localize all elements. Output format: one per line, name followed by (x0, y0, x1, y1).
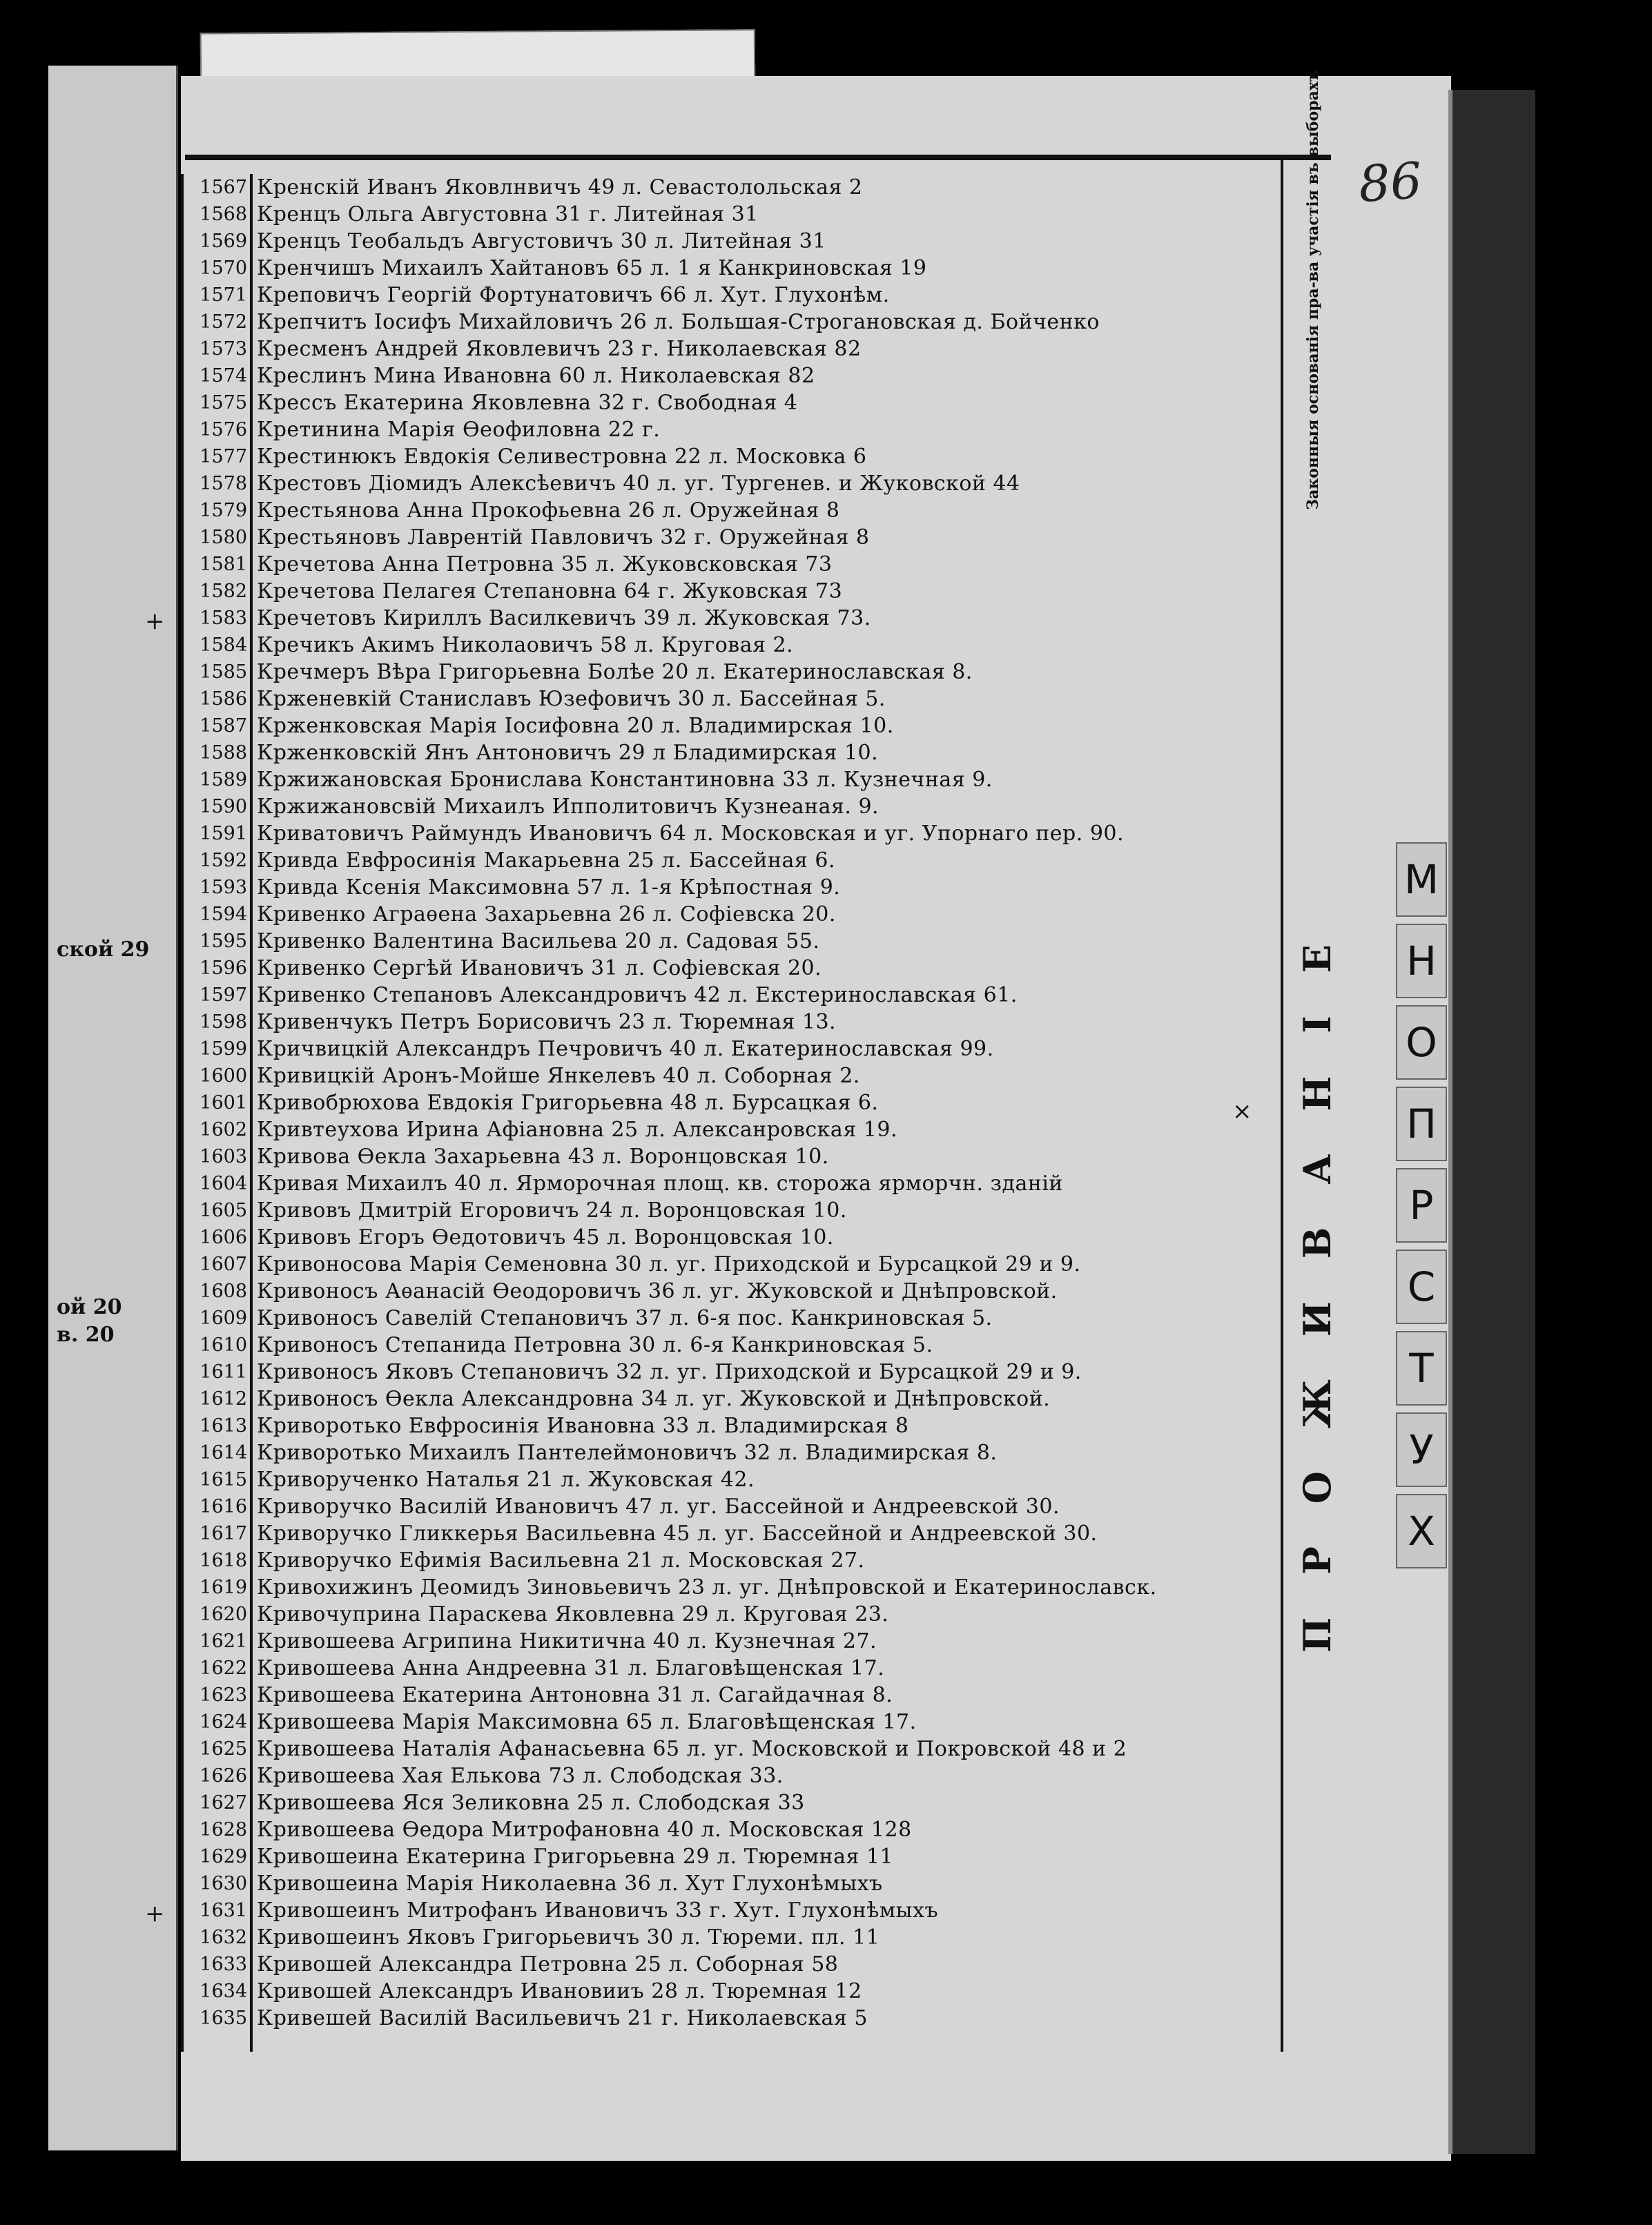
entry-text: Криворучко Василій Ивановичъ 47 л. уг. Бассейной и Андреевской 30. (257, 1494, 1060, 1519)
entry-text: Криворотько Евфросинія Ивановна 33 л. Владимирская 8 (257, 1413, 909, 1438)
entry-number: 1611 (200, 1361, 247, 1383)
entry-text: Крестьянова Анна Прокофьевна 26 л. Оружейная 8 (257, 498, 840, 523)
entry-text: Кривочуприна Параскева Яковлевна 29 л. Круговая 23. (257, 1602, 889, 1626)
previous-page-strip (48, 66, 178, 2150)
entry-number: 1609 (200, 1307, 247, 1329)
entry-number: 1590 (200, 795, 247, 817)
entry-number: 1576 (200, 418, 247, 440)
list-item (181, 901, 836, 927)
entry-text: Криворученко Наталья 21 л. Жуковская 42. (257, 1467, 755, 1492)
list-item (181, 605, 871, 631)
list-item (181, 2005, 868, 2031)
entry-text: Крженковскій Янъ Антоновичъ 29 л Бладимирская 10. (257, 740, 879, 765)
index-tab[interactable]: Х (1396, 1494, 1447, 1568)
entry-text: Кривенко Валентина Васильева 20 л. Садовая 55. (257, 929, 820, 953)
list-item (181, 1870, 883, 1896)
list-item (181, 766, 993, 793)
residence-column-header (1283, 483, 1352, 2071)
entry-number: 1612 (200, 1388, 247, 1410)
list-item (181, 1816, 912, 1843)
entry-text: Кречетова Анна Петровна 35 л. Жуковсковская 73 (257, 552, 833, 576)
entry-number: 1635 (200, 2007, 247, 2029)
entry-text: Криватовичъ Раймундъ Ивановичъ 64 л. Московская и уг. Упорнаго пер. 90. (257, 821, 1125, 846)
entry-text: Кривда Ксенія Максимовна 57 л. 1-я Крѣпостная 9. (257, 875, 841, 900)
entry-text: Крестинюкъ Евдокія Селивестровна 22 л. Московка 6 (257, 444, 867, 469)
index-tab[interactable]: П (1396, 1087, 1447, 1161)
entry-number: 1598 (200, 1011, 247, 1033)
entry-number: 1583 (200, 607, 247, 629)
index-tab[interactable]: Т (1396, 1331, 1447, 1406)
list-item (181, 362, 815, 389)
list-item (181, 1897, 938, 1923)
entry-number: 1617 (200, 1522, 247, 1544)
list-item (181, 1736, 1127, 1762)
entry-text: Креповичъ Георгій Фортунатовичъ 66 л. Хут. Глухонѣм. (257, 282, 890, 307)
list-item (181, 1036, 994, 1062)
entry-text: Криворучко Ефимія Васильевна 21 л. Московская 27. (257, 1548, 865, 1573)
top-rule (185, 155, 1331, 160)
entry-number: 1587 (200, 715, 247, 737)
entry-text: Кренскій Иванъ Яковлнвичъ 49 л. Севастолольская 2 (257, 175, 863, 200)
entry-text: Кривенко Аграѳена Захарьевна 26 л. Софіевска 20. (257, 902, 836, 926)
entry-text: Кренцъ Ольга Августовна 31 г. Литейная 31 (257, 202, 759, 226)
entry-text: Кривошеева Яся Зеликовна 25 л. Слободская 33 (257, 1790, 805, 1815)
entry-number: 1631 (200, 1899, 247, 1921)
list-item (181, 389, 797, 416)
entry-text: Кривошеева Марія Максимовна 65 л. Благовѣщенская 17. (257, 1709, 917, 1734)
entry-text: Кривоносъ Савелій Степановичъ 37 л. 6-я пос. Канкриновская 5. (257, 1305, 993, 1330)
entry-number: 1620 (200, 1603, 247, 1625)
entry-text: Кречетова Пелагея Степановна 64 г. Жуковская 73 (257, 579, 843, 603)
entry-text: Кривтеухова Ирина Афіановна 25 л. Алексанровская 19. (257, 1117, 897, 1142)
entry-text: Кривошеева Екатерина Антоновна 31 л. Сагайдачная 8. (257, 1682, 893, 1707)
entry-text: Кривошеинъ Митрофанъ Ивановичъ 33 г. Хут. Глухонѣмыхъ (257, 1898, 939, 1923)
list-item (181, 1062, 860, 1089)
entry-number: 1595 (200, 930, 247, 952)
entry-number: 1632 (200, 1926, 247, 1948)
handwritten-mark: + (145, 1900, 165, 1927)
entry-number: 1625 (200, 1738, 247, 1760)
entry-number: 1619 (200, 1576, 247, 1598)
list-item (181, 1143, 829, 1169)
entry-text: Кривошеина Екатерина Григорьевна 29 л. Тюремная 11 (257, 1844, 894, 1869)
entry-number: 1616 (200, 1495, 247, 1517)
entry-text: Кретинина Марія Ѳеофиловна 22 г. (257, 417, 661, 442)
rights-column-header-text: Законныя основанія пра-ва участія въ выборахъ (1304, 70, 1322, 510)
entry-number: 1622 (200, 1657, 247, 1679)
list-item (181, 1359, 1082, 1385)
entry-number: 1584 (200, 634, 247, 656)
list-item (181, 1116, 897, 1143)
entry-number: 1614 (200, 1441, 247, 1464)
entry-text: Кренцъ Теобальдъ Августовичъ 30 л. Литейная 31 (257, 229, 826, 253)
entry-text: Криворучко Гликкерья Васильевна 45 л. уг. Бассейной и Андреевской 30. (257, 1521, 1098, 1546)
entry-text: Кржижановская Бронислава Константиновна 33 л. Кузнечная 9. (257, 767, 993, 792)
entry-text: Кречмеръ Вѣра Григорьевна Болѣе 20 л. Екатеринославская 8. (257, 659, 973, 684)
list-item (181, 982, 1018, 1008)
entry-number: 1630 (200, 1872, 247, 1894)
entry-text: Кривешей Василій Васильевичъ 21 г. Николаевская 5 (257, 2005, 868, 2030)
entry-number: 1570 (200, 257, 247, 279)
entry-number: 1585 (200, 661, 247, 683)
entry-text: Кривенко Сергѣй Ивановичъ 31 л. Софіевская 20. (257, 955, 822, 980)
list-item (181, 1978, 862, 2004)
entry-number: 1586 (200, 688, 247, 710)
entry-number: 1628 (200, 1818, 247, 1840)
entry-number: 1578 (200, 472, 247, 494)
list-item (181, 1305, 993, 1331)
entry-number: 1580 (200, 526, 247, 548)
list-item (181, 1628, 877, 1654)
list-item (181, 955, 822, 981)
list-item (181, 309, 1100, 335)
entry-number: 1629 (200, 1845, 247, 1867)
entry-number: 1608 (200, 1280, 247, 1302)
entry-text: Кривоносова Марія Семеновна 30 л. уг. Приходской и Бурсацкой 29 и 9. (257, 1252, 1081, 1276)
entry-text: Кржижановсвій Михаилъ Ипполитовичъ Кузнеаная. 9. (257, 794, 880, 819)
list-item (181, 1224, 834, 1250)
entry-number: 1615 (200, 1468, 247, 1490)
entry-text: Кривовъ Дмитрій Егоровичъ 24 л. Воронцовская 10. (257, 1198, 847, 1223)
list-item (181, 1386, 1050, 1412)
list-item (181, 1009, 836, 1035)
entry-number: 1577 (200, 445, 247, 467)
list-item (181, 1251, 1080, 1277)
list-item (181, 793, 879, 819)
index-tab[interactable]: О (1396, 1005, 1447, 1080)
entry-text: Кривоносъ Яковъ Степановичъ 32 л. уг. Приходской и Бурсацкой 29 и 9. (257, 1359, 1082, 1384)
list-item (181, 1655, 884, 1681)
index-tab[interactable]: Р (1396, 1168, 1447, 1243)
list-item (181, 820, 1124, 846)
book-page-edge (1448, 90, 1535, 2154)
entry-text: Кривошеева Анна Андреевна 31 л. Благовѣщенская 17. (257, 1655, 885, 1680)
entry-text: Кривова Ѳекла Захарьевна 43 л. Воронцовская 10. (257, 1144, 829, 1169)
list-item (181, 1332, 933, 1358)
entry-text: Кривошеева Наталія Афанасьевна 65 л. уг. Московской и Покровской 48 и 2 (257, 1736, 1127, 1761)
index-tab[interactable]: С (1396, 1250, 1447, 1324)
list-item (181, 443, 866, 469)
left-page-fragment: ской 29 (57, 937, 150, 962)
list-item (181, 1089, 879, 1116)
entry-number: 1573 (200, 338, 247, 360)
list-item (181, 1520, 1098, 1546)
entry-number: 1604 (200, 1172, 247, 1194)
entry-text: Кречетовъ Кириллъ Василкевичъ 39 л. Жуковская 73. (257, 605, 871, 630)
list-item (181, 1601, 888, 1627)
entry-text: Кривицкій Аронъ-Мойше Янкелевъ 40 л. Соборная 2. (257, 1063, 860, 1088)
entry-number: 1606 (200, 1226, 247, 1248)
entry-text: Креслинъ Мина Ивановна 60 л. Николаевская 82 (257, 363, 815, 388)
list-item (181, 739, 878, 766)
list-item (181, 1574, 1157, 1600)
entry-text: Кривоносъ Ѳекла Александровна 34 л. уг. Жуковской и Днѣпровской. (257, 1386, 1051, 1411)
entry-text: Кривошей Александръ Ивановииъ 28 л. Тюремная 12 (257, 1979, 862, 2003)
entry-number: 1568 (200, 203, 247, 225)
handwritten-mark: + (145, 608, 165, 635)
entry-number: 1610 (200, 1334, 247, 1356)
entry-number: 1574 (200, 365, 247, 387)
entry-number: 1621 (200, 1630, 247, 1652)
entry-number: 1623 (200, 1684, 247, 1706)
entry-text: Кривошеева Хая Елькова 73 л. Слободская 33. (257, 1763, 784, 1788)
entry-text: Кривобрюхова Евдокія Григорьевна 48 л. Бурсацкая 6. (257, 1090, 879, 1115)
entry-number: 1626 (200, 1765, 247, 1787)
entry-text: Кричвицкій Александръ Печровичъ 40 л. Екатеринославская 99. (257, 1036, 994, 1061)
list-item (181, 1493, 1060, 1519)
list-item (181, 228, 826, 254)
entry-number: 1600 (200, 1065, 247, 1087)
entry-number: 1594 (200, 903, 247, 925)
entry-number: 1589 (200, 768, 247, 790)
index-tab[interactable]: Н (1396, 924, 1447, 998)
entry-text: Кривошей Александра Петровна 25 л. Соборная 58 (257, 1952, 839, 1976)
entry-number: 1607 (200, 1253, 247, 1275)
list-item (181, 255, 927, 281)
entry-number: 1591 (200, 822, 247, 844)
entry-text: Крестовъ Діомидъ Алексѣевичъ 40 л. уг. Тургенев. и Жуковской 44 (257, 471, 1020, 496)
list-item (181, 1682, 893, 1708)
entry-number: 1581 (200, 553, 247, 575)
entry-text: Криворотько Михаилъ Пантелеймоновичъ 32 л. Владимирская 8. (257, 1440, 998, 1465)
entry-text: Кривохижинъ Деомидъ Зиновьевичъ 23 л. уг. Днѣпровской и Екатеринославск. (257, 1575, 1157, 1600)
list-item (181, 1709, 917, 1735)
entry-number: 1597 (200, 984, 247, 1006)
entry-number: 1593 (200, 876, 247, 898)
list-item (181, 416, 660, 443)
entry-number: 1613 (200, 1415, 247, 1437)
entry-number: 1579 (200, 499, 247, 521)
list-item (181, 874, 840, 900)
list-item (181, 1951, 838, 1977)
entry-text: Кривовъ Егоръ Ѳедотовичъ 45 л. Воронцовская 10. (257, 1225, 834, 1250)
entry-number: 1599 (200, 1038, 247, 1060)
page-number: 86 (1357, 150, 1424, 214)
index-tab[interactable]: У (1396, 1412, 1447, 1487)
list-item (181, 1170, 1063, 1196)
list-item (181, 201, 759, 227)
entry-number: 1575 (200, 391, 247, 414)
entry-text: Крепчитъ Іосифъ Михайловичъ 26 л. Большая-Строгановская д. Бойченко (257, 309, 1100, 334)
entry-text: Кречикъ Акимъ Николаовичъ 58 л. Круговая 2. (257, 632, 794, 657)
list-item (181, 686, 886, 712)
list-item (181, 928, 820, 954)
entry-text: Кривошеинъ Яковъ Григорьевичъ 30 л. Тюреми. пл. 11 (257, 1925, 880, 1950)
left-page-fragment: в. 20 (57, 1323, 115, 1347)
entry-text: Кривда Евфросинія Макарьевна 25 л. Бассейная 6. (257, 848, 836, 873)
entry-text: Кривоносъ Степанида Петровна 30 л. 6-я Канкриновская 5. (257, 1332, 933, 1357)
handwritten-mark: × (1232, 1098, 1252, 1125)
entry-number: 1588 (200, 741, 247, 764)
entry-text: Кривошеина Марія Николаевна 36 л. Хут Глухонѣмыхъ (257, 1871, 883, 1896)
list-item (181, 659, 973, 685)
list-item (181, 847, 835, 873)
entry-text: Кривая Михаилъ 40 л. Ярморочная площ. кв. сторожа ярморчн. зданій (257, 1171, 1063, 1196)
list-item (181, 1843, 893, 1869)
index-tab[interactable]: М (1396, 842, 1447, 917)
list-item (181, 470, 1020, 496)
entry-number: 1618 (200, 1549, 247, 1571)
entry-text: Кресменъ Андрей Яковлевичъ 23 г. Николаевская 82 (257, 336, 862, 361)
entry-number: 1601 (200, 1091, 247, 1114)
list-item (181, 712, 894, 739)
entry-text: Кренчишъ Михаилъ Хайтановъ 65 л. 1 я Канкриновская 19 (257, 255, 927, 280)
list-item (181, 1924, 880, 1950)
list-item (181, 1412, 908, 1439)
entry-text: Крестьяновъ Лаврентій Павловичъ 32 г. Оружейная 8 (257, 525, 870, 550)
list-item (181, 1278, 1058, 1304)
entry-number: 1569 (200, 230, 247, 252)
entry-number: 1627 (200, 1791, 247, 1814)
list-item (181, 1439, 997, 1466)
left-page-fragment: ой 20 (57, 1295, 122, 1319)
list-item (181, 1762, 784, 1789)
list-item (181, 632, 793, 658)
entry-number: 1603 (200, 1145, 247, 1167)
list-item (181, 551, 832, 577)
entry-number: 1596 (200, 957, 247, 979)
entry-number: 1567 (200, 176, 247, 198)
list-item (181, 578, 842, 604)
list-item (181, 1547, 865, 1573)
entry-number: 1634 (200, 1980, 247, 2002)
entry-text: Кривошеева Агрипина Никитична 40 л. Кузнечная 27. (257, 1629, 877, 1653)
entry-number: 1592 (200, 849, 247, 871)
entry-number: 1571 (200, 284, 247, 306)
entry-text: Кривенчукъ Петръ Борисовичъ 23 л. Тюремная 13. (257, 1009, 837, 1034)
list-item (181, 1466, 755, 1493)
entry-text: Крженевкій Станиславъ Юзефовичъ 30 л. Бассейная 5. (257, 686, 886, 711)
entry-number: 1633 (200, 1953, 247, 1975)
list-item (181, 497, 840, 523)
entry-text: Кривоносъ Аѳанасій Ѳеодоровичъ 36 л. уг. Жуковской и Днѣпровской. (257, 1279, 1058, 1303)
entry-number: 1572 (200, 311, 247, 333)
list-item (181, 1197, 847, 1223)
list-item (181, 1789, 805, 1816)
entry-number: 1624 (200, 1711, 247, 1733)
list-item (181, 174, 863, 200)
list-item (181, 282, 890, 308)
list-item (181, 524, 870, 550)
entry-text: Крженковская Марія Іосифовна 20 л. Владимирская 10. (257, 713, 894, 738)
entry-number: 1582 (200, 580, 247, 602)
entry-number: 1605 (200, 1199, 247, 1221)
residence-column-header-text: ПРОЖИВАНІЕ (1295, 902, 1340, 1653)
entry-text: Кривошеева Ѳедора Митрофановна 40 л. Московская 128 (257, 1817, 912, 1842)
entry-text: Крессъ Екатерина Яковлевна 32 г. Свободная 4 (257, 390, 798, 415)
rights-column-header (1283, 70, 1343, 510)
entry-text: Кривенко Степановъ Александровичъ 42 л. Екстеринославская 61. (257, 982, 1018, 1007)
entry-number: 1602 (200, 1118, 247, 1140)
list-item (181, 336, 862, 362)
